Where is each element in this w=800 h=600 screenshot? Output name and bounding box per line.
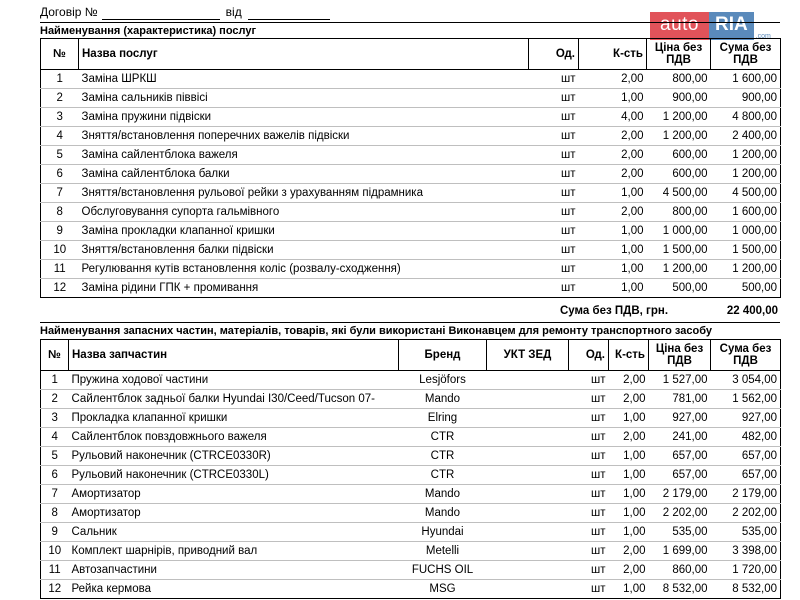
row-number: 5: [41, 146, 79, 165]
table-row: [41, 108, 781, 127]
price: 600,00: [647, 146, 711, 165]
autoria-watermark: [650, 12, 771, 40]
part-name: Рульовий наконечник (CTRCE0330L): [69, 466, 399, 485]
service-name: Заміна сальників піввісі: [79, 89, 529, 108]
price: 657,00: [649, 466, 711, 485]
contract-number-label: Договір №: [40, 5, 98, 19]
watermark-com: .com: [755, 33, 771, 40]
uktzed-code: [487, 390, 569, 409]
parts-section-title: Найменування запасних частин, матеріалів, товарів, які були використані Виконавцем для ремонту транспортного засобу: [40, 325, 712, 337]
price: 927,00: [649, 409, 711, 428]
parts-header-row: [41, 340, 781, 371]
col-price: Ціна без ПДВ: [649, 340, 711, 371]
sum: 4 800,00: [711, 108, 781, 127]
row-number: 3: [41, 409, 69, 428]
quantity: 1,00: [579, 241, 647, 260]
quantity: 2,00: [579, 127, 647, 146]
unit: шт: [529, 203, 579, 222]
price: 4 500,00: [647, 184, 711, 203]
uktzed-code: [487, 580, 569, 599]
sum: 500,00: [711, 279, 781, 298]
table-row: [41, 428, 781, 447]
brand: Mando: [399, 390, 487, 409]
price: 800,00: [647, 70, 711, 89]
price: 1 200,00: [647, 127, 711, 146]
service-name: Заміна рідини ГПК + промивання: [79, 279, 529, 298]
price: 8 532,00: [649, 580, 711, 599]
top-divider: [40, 22, 780, 23]
unit: шт: [529, 70, 579, 89]
table-row: [41, 279, 781, 298]
table-row: [41, 523, 781, 542]
part-name: Автозапчастини: [69, 561, 399, 580]
unit: шт: [529, 89, 579, 108]
brand: Lesjöfors: [399, 371, 487, 390]
uktzed-code: [487, 447, 569, 466]
price: 1 699,00: [649, 542, 711, 561]
middle-divider: [40, 322, 780, 323]
table-row: [41, 203, 781, 222]
table-row: [41, 146, 781, 165]
contract-number-blank: [102, 6, 220, 20]
services-table: [40, 38, 781, 298]
table-row: [41, 89, 781, 108]
row-number: 10: [41, 542, 69, 561]
service-name: Заміна ШРКШ: [79, 70, 529, 89]
services-total-value: 22 400,00: [726, 305, 778, 317]
unit: шт: [529, 279, 579, 298]
sum: 1 562,00: [711, 390, 781, 409]
brand: Hyundai: [399, 523, 487, 542]
sum: 2 179,00: [711, 485, 781, 504]
service-name: Регулювання кутів встановлення коліс (розвалу-сходження): [79, 260, 529, 279]
sum: 900,00: [711, 89, 781, 108]
part-name: Рейка кермова: [69, 580, 399, 599]
sum: 1 000,00: [711, 222, 781, 241]
services-total: [40, 303, 780, 321]
table-row: [41, 580, 781, 599]
price: 241,00: [649, 428, 711, 447]
row-number: 12: [41, 279, 79, 298]
quantity: 1,00: [609, 447, 649, 466]
unit: шт: [529, 108, 579, 127]
col-part-name: Назва запчастин: [69, 340, 399, 371]
col-price: Ціна без ПДВ: [647, 39, 711, 70]
service-name: Зняття/встановлення поперечних важелів підвіски: [79, 127, 529, 146]
unit: шт: [569, 542, 609, 561]
sum: 657,00: [711, 447, 781, 466]
brand: CTR: [399, 466, 487, 485]
table-row: [41, 466, 781, 485]
table-row: [41, 184, 781, 203]
watermark-ria: RIA: [709, 12, 754, 40]
unit: шт: [569, 447, 609, 466]
col-uktzed: УКТ ЗЕД: [487, 340, 569, 371]
col-number: №: [41, 39, 79, 70]
quantity: 1,00: [579, 260, 647, 279]
part-name: Пружина ходової частини: [69, 371, 399, 390]
uktzed-code: [487, 504, 569, 523]
quantity: 1,00: [609, 504, 649, 523]
price: 900,00: [647, 89, 711, 108]
sum: 1 200,00: [711, 146, 781, 165]
contract-date-label: від: [225, 5, 242, 19]
service-name: Заміна сайлентблока балки: [79, 165, 529, 184]
unit: шт: [569, 561, 609, 580]
quantity: 2,00: [579, 70, 647, 89]
sum: 1 500,00: [711, 241, 781, 260]
row-number: 1: [41, 70, 79, 89]
part-name: Комплект шарнірів, приводний вал: [69, 542, 399, 561]
unit: шт: [529, 241, 579, 260]
unit: шт: [569, 504, 609, 523]
quantity: 1,00: [579, 222, 647, 241]
uktzed-code: [487, 409, 569, 428]
services-section-title: Найменування (характеристика) послуг: [40, 25, 257, 37]
unit: шт: [569, 466, 609, 485]
quantity: 2,00: [609, 542, 649, 561]
service-name: Заміна пружини підвіски: [79, 108, 529, 127]
col-sum: Сума без ПДВ: [711, 340, 781, 371]
price: 500,00: [647, 279, 711, 298]
brand: CTR: [399, 428, 487, 447]
row-number: 3: [41, 108, 79, 127]
table-row: [41, 371, 781, 390]
contract-line: [40, 4, 330, 20]
row-number: 2: [41, 89, 79, 108]
price: 2 202,00: [649, 504, 711, 523]
price: 1 500,00: [647, 241, 711, 260]
col-quantity: К-сть: [579, 39, 647, 70]
sum: 3 054,00: [711, 371, 781, 390]
brand: Mando: [399, 504, 487, 523]
table-row: [41, 222, 781, 241]
table-row: [41, 260, 781, 279]
row-number: 7: [41, 184, 79, 203]
unit: шт: [529, 127, 579, 146]
part-name: Рульовий наконечник (CTRCE0330R): [69, 447, 399, 466]
quantity: 2,00: [579, 165, 647, 184]
unit: шт: [569, 371, 609, 390]
unit: шт: [569, 428, 609, 447]
row-number: 8: [41, 504, 69, 523]
quantity: 1,00: [579, 184, 647, 203]
part-name: Сайлентблок задньої балки Hyundai I30/Ceed/Tucson 07-: [69, 390, 399, 409]
table-row: [41, 241, 781, 260]
row-number: 6: [41, 165, 79, 184]
part-name: Прокладка клапанної кришки: [69, 409, 399, 428]
sum: 3 398,00: [711, 542, 781, 561]
quantity: 2,00: [609, 428, 649, 447]
table-row: [41, 485, 781, 504]
row-number: 9: [41, 222, 79, 241]
col-number: №: [41, 340, 69, 371]
row-number: 1: [41, 371, 69, 390]
quantity: 2,00: [579, 146, 647, 165]
row-number: 9: [41, 523, 69, 542]
table-row: [41, 542, 781, 561]
sum: 1 600,00: [711, 203, 781, 222]
table-row: [41, 409, 781, 428]
row-number: 2: [41, 390, 69, 409]
brand: CTR: [399, 447, 487, 466]
row-number: 12: [41, 580, 69, 599]
service-name: Зняття/встановлення балки підвіски: [79, 241, 529, 260]
table-row: [41, 127, 781, 146]
price: 781,00: [649, 390, 711, 409]
unit: шт: [569, 523, 609, 542]
quantity: 1,00: [579, 279, 647, 298]
sum: 927,00: [711, 409, 781, 428]
unit: шт: [569, 390, 609, 409]
sum: 657,00: [711, 466, 781, 485]
quantity: 1,00: [609, 580, 649, 599]
uktzed-code: [487, 466, 569, 485]
sum: 1 720,00: [711, 561, 781, 580]
unit: шт: [569, 580, 609, 599]
sum: 8 532,00: [711, 580, 781, 599]
brand: Metelli: [399, 542, 487, 561]
sum: 482,00: [711, 428, 781, 447]
price: 535,00: [649, 523, 711, 542]
col-service-name: Назва послуг: [79, 39, 529, 70]
unit: шт: [569, 409, 609, 428]
price: 1 200,00: [647, 108, 711, 127]
parts-table: [40, 339, 781, 599]
brand: Mando: [399, 485, 487, 504]
unit: шт: [569, 485, 609, 504]
part-name: Амортизатор: [69, 485, 399, 504]
unit: шт: [529, 222, 579, 241]
watermark-auto: auto: [650, 12, 709, 40]
unit: шт: [529, 260, 579, 279]
table-row: [41, 70, 781, 89]
price: 1 000,00: [647, 222, 711, 241]
row-number: 11: [41, 260, 79, 279]
uktzed-code: [487, 428, 569, 447]
brand: Elring: [399, 409, 487, 428]
service-name: Заміна прокладки клапанної кришки: [79, 222, 529, 241]
unit: шт: [529, 165, 579, 184]
table-row: [41, 561, 781, 580]
price: 657,00: [649, 447, 711, 466]
price: 2 179,00: [649, 485, 711, 504]
service-name: Зняття/встановлення рульової рейки з урахуванням підрамника: [79, 184, 529, 203]
unit: шт: [529, 146, 579, 165]
service-name: Обслуговування супорта гальмівного: [79, 203, 529, 222]
row-number: 6: [41, 466, 69, 485]
services-header-row: [41, 39, 781, 70]
table-row: [41, 390, 781, 409]
col-unit: Од.: [529, 39, 579, 70]
quantity: 4,00: [579, 108, 647, 127]
uktzed-code: [487, 523, 569, 542]
uktzed-code: [487, 542, 569, 561]
brand: MSG: [399, 580, 487, 599]
table-row: [41, 165, 781, 184]
brand: FUCHS OIL: [399, 561, 487, 580]
quantity: 2,00: [609, 390, 649, 409]
sum: 1 200,00: [711, 260, 781, 279]
sum: 2 202,00: [711, 504, 781, 523]
sum: 2 400,00: [711, 127, 781, 146]
price: 860,00: [649, 561, 711, 580]
col-brand: Бренд: [399, 340, 487, 371]
row-number: 11: [41, 561, 69, 580]
quantity: 1,00: [609, 409, 649, 428]
table-row: [41, 447, 781, 466]
quantity: 2,00: [609, 561, 649, 580]
part-name: Амортизатор: [69, 504, 399, 523]
row-number: 4: [41, 127, 79, 146]
quantity: 1,00: [609, 485, 649, 504]
row-number: 10: [41, 241, 79, 260]
row-number: 5: [41, 447, 69, 466]
col-sum: Сума без ПДВ: [711, 39, 781, 70]
col-quantity: К-сть: [609, 340, 649, 371]
sum: 535,00: [711, 523, 781, 542]
quantity: 1,00: [609, 466, 649, 485]
sum: 1 600,00: [711, 70, 781, 89]
row-number: 4: [41, 428, 69, 447]
sum: 1 200,00: [711, 165, 781, 184]
uktzed-code: [487, 371, 569, 390]
col-unit: Од.: [569, 340, 609, 371]
quantity: 1,00: [579, 89, 647, 108]
services-total-label: Сума без ПДВ, грн.: [560, 305, 669, 317]
table-row: [41, 504, 781, 523]
unit: шт: [529, 184, 579, 203]
part-name: Сайлентблок повздовжнього важеля: [69, 428, 399, 447]
price: 800,00: [647, 203, 711, 222]
price: 1 200,00: [647, 260, 711, 279]
part-name: Сальник: [69, 523, 399, 542]
contract-date-blank: [248, 6, 330, 20]
service-name: Заміна сайлентблока важеля: [79, 146, 529, 165]
uktzed-code: [487, 485, 569, 504]
price: 1 527,00: [649, 371, 711, 390]
sum: 4 500,00: [711, 184, 781, 203]
row-number: 7: [41, 485, 69, 504]
price: 600,00: [647, 165, 711, 184]
quantity: 2,00: [579, 203, 647, 222]
quantity: 2,00: [609, 371, 649, 390]
quantity: 1,00: [609, 523, 649, 542]
row-number: 8: [41, 203, 79, 222]
uktzed-code: [487, 561, 569, 580]
